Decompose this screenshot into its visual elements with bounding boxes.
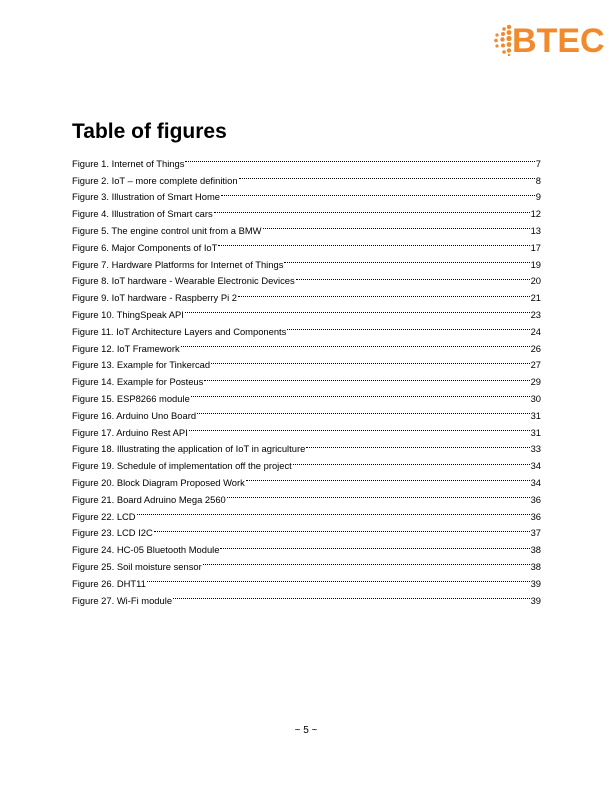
toc-entry-page-number: 37 [530, 527, 541, 539]
toc-entry-label: Figure 12. IoT Framework [72, 342, 180, 354]
toc-entry-page-number: 34 [530, 460, 541, 472]
toc-entry-label: Figure 22. LCD [72, 510, 136, 522]
dot-leader [220, 536, 529, 553]
dot-leader [204, 368, 529, 385]
toc-entry-page-number: 13 [530, 224, 541, 236]
dot-leader [211, 352, 529, 369]
toc-entry-label: Figure 25. Soil moisture sensor [72, 560, 202, 572]
toc-entry-page-number: 7 [535, 157, 541, 169]
toc-entry-label: Figure 9. IoT hardware - Raspberry Pi 2 [72, 292, 238, 304]
dot-leader [296, 268, 530, 285]
table-of-figures [72, 150, 541, 604]
toc-entry-label: Figure 3. Illustration of Smart Home [72, 191, 220, 203]
toc-entry-page-number: 36 [530, 510, 541, 522]
dot-leader [306, 436, 529, 453]
toc-entry[interactable] [72, 150, 541, 167]
toc-entry-label: Figure 19. Schedule of implementation off the project [72, 460, 292, 472]
toc-entry-label: Figure 4. Illustration of Smart cars [72, 208, 213, 220]
toc-entry-page-number: 38 [530, 560, 541, 572]
page-title: Table of figures [72, 120, 227, 143]
dot-leader [197, 402, 530, 419]
dot-leader [238, 284, 530, 301]
dot-leader [263, 217, 530, 234]
toc-entry-label: Figure 6. Major Components of IoT [72, 241, 218, 253]
dot-leader [185, 150, 534, 167]
dot-leader [147, 570, 530, 587]
toc-entry-page-number: 8 [535, 174, 541, 186]
toc-entry-page-number: 19 [530, 258, 541, 270]
dot-leader [214, 200, 530, 217]
toc-entry-page-number: 38 [530, 544, 541, 556]
toc-entry-page-number: 20 [530, 275, 541, 287]
toc-entry-label: Figure 10. ThingSpeak API [72, 308, 184, 320]
dot-leader [181, 335, 530, 352]
toc-entry-page-number: 29 [530, 376, 541, 388]
dot-leader [203, 553, 530, 570]
dot-leader [173, 587, 530, 604]
dot-leader [239, 167, 535, 184]
dot-leader [185, 301, 530, 318]
btec-logo [492, 20, 612, 62]
toc-entry-label: Figure 5. The engine control unit from a BMW [72, 224, 262, 236]
logo-dots-icon [492, 24, 514, 56]
toc-entry-page-number: 33 [530, 443, 541, 455]
toc-entry-label: Figure 8. IoT hardware - Wearable Electronic Devices [72, 275, 295, 287]
toc-entry-label: Figure 24. HC-05 Bluetooth Module [72, 544, 220, 556]
dot-leader [221, 184, 535, 201]
toc-entry[interactable] [72, 520, 541, 537]
toc-entry-label: Figure 26. DHT11 [72, 577, 146, 589]
dot-leader [293, 452, 530, 469]
toc-entry-page-number: 34 [530, 476, 541, 488]
toc-entry-page-number: 24 [530, 325, 541, 337]
toc-entry-page-number: 31 [530, 426, 541, 438]
toc-entry[interactable] [72, 503, 541, 520]
toc-entry-label: Figure 20. Block Diagram Proposed Work [72, 476, 245, 488]
toc-entry-label: Figure 27. Wi-Fi module [72, 594, 173, 606]
toc-entry-page-number: 23 [530, 308, 541, 320]
toc-entry-label: Figure 11. IoT Architecture Layers and Components [72, 325, 287, 337]
toc-entry-label: Figure 13. Example for Tinkercad [72, 359, 211, 371]
toc-entry-page-number: 36 [530, 493, 541, 505]
toc-entry-label: Figure 15. ESP8266 module [72, 392, 190, 404]
toc-entry-page-number: 26 [530, 342, 541, 354]
toc-entry-label: Figure 17. Arduino Rest API [72, 426, 188, 438]
toc-entry-label: Figure 7. Hardware Platforms for Internet of Things [72, 258, 284, 270]
dot-leader [189, 419, 530, 436]
dot-leader [218, 234, 529, 251]
toc-entry-page-number: 39 [530, 577, 541, 589]
toc-entry-page-number: 12 [530, 208, 541, 220]
dot-leader [137, 503, 530, 520]
dot-leader [284, 251, 529, 268]
toc-entry-label: Figure 21. Board Adruino Mega 2560 [72, 493, 226, 505]
toc-entry-page-number: 17 [530, 241, 541, 253]
toc-entry-page-number: 21 [530, 292, 541, 304]
toc-entry-label: Figure 18. Illustrating the application of IoT in agriculture [72, 443, 306, 455]
toc-entry-label: Figure 16. Arduino Uno Board [72, 409, 197, 421]
page-number: ~ 5 ~ [294, 725, 318, 736]
toc-entry-page-number: 9 [535, 191, 541, 203]
toc-entry-label: Figure 2. IoT – more complete definition [72, 174, 238, 186]
toc-entry-page-number: 39 [530, 594, 541, 606]
toc-entry-label: Figure 14. Example for Posteus [72, 376, 204, 388]
toc-entry-page-number: 31 [530, 409, 541, 421]
toc-entry-label: Figure 1. Internet of Things [72, 157, 185, 169]
dot-leader [154, 520, 530, 537]
toc-entry-page-number: 30 [530, 392, 541, 404]
toc-entry-label: Figure 23. LCD I2C [72, 527, 153, 539]
dot-leader [246, 469, 530, 486]
dot-leader [287, 318, 529, 335]
logo-text: BTEC [512, 22, 605, 60]
toc-entry-page-number: 27 [530, 359, 541, 371]
dot-leader [191, 385, 530, 402]
dot-leader [227, 486, 530, 503]
